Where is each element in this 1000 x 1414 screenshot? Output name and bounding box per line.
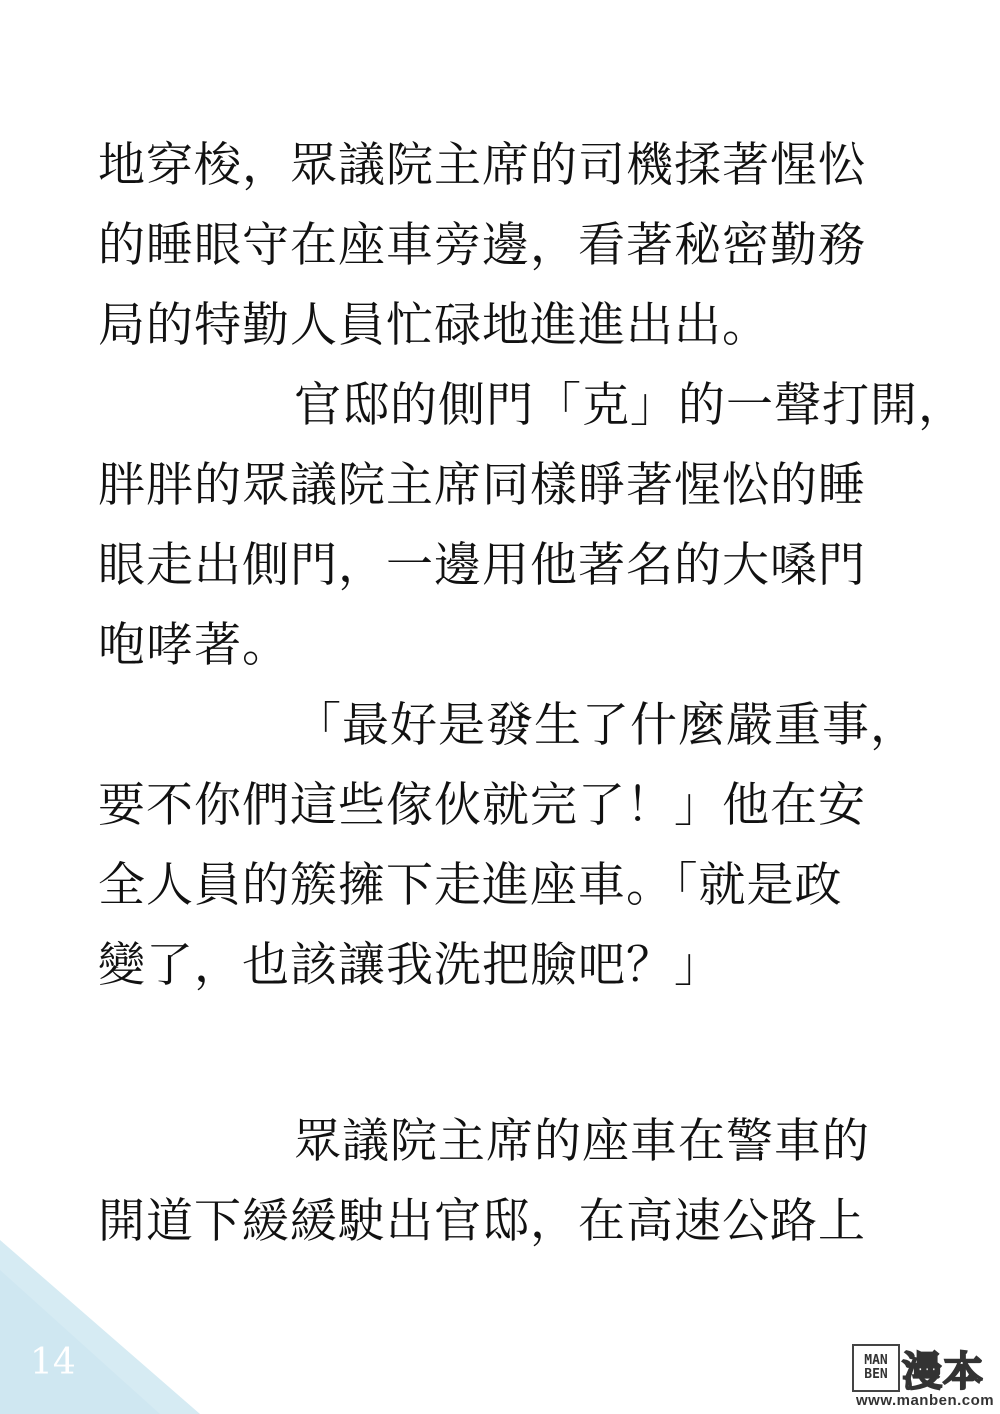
text-line: 的睡眼守在座車旁邊，看著秘密勤務 <box>98 218 866 273</box>
text-line: 「最好是發生了什麼嚴重事， <box>294 698 918 753</box>
text-line: 眾議院主席的座車在警車的 <box>294 1114 870 1169</box>
text-line: 變了，也該讓我洗把臉吧？」 <box>98 938 722 993</box>
text-line: 地穿梭，眾議院主席的司機揉著惺忪 <box>98 138 866 193</box>
text-line: 局的特勤人員忙碌地進進出出。 <box>98 298 770 353</box>
watermark-badge-bottom: BEN <box>864 1367 888 1382</box>
watermark-logo-icon <box>852 1344 900 1392</box>
text-line: 開道下緩緩駛出官邸，在高速公路上 <box>98 1194 866 1249</box>
site-watermark <box>852 1344 995 1409</box>
text-line: 咆哮著。 <box>98 618 290 673</box>
watermark-badge-top: MAN <box>864 1353 888 1368</box>
text-line: 胖胖的眾議院主席同樣睜著惺忪的睡 <box>98 458 866 513</box>
text-line: 要不你們這些傢伙就完了！」他在安 <box>98 778 866 833</box>
text-line: 全人員的簇擁下走進座車。「就是政 <box>98 858 843 913</box>
text-line: 官邸的側門「克」的一聲打開， <box>294 378 966 433</box>
watermark-name: 漫本 <box>902 1349 984 1395</box>
watermark-url: www.manben.com <box>856 1392 995 1409</box>
page-number: 14 <box>30 1342 76 1383</box>
text-line: 眼走出側門，一邊用他著名的大嗓門 <box>98 538 866 593</box>
